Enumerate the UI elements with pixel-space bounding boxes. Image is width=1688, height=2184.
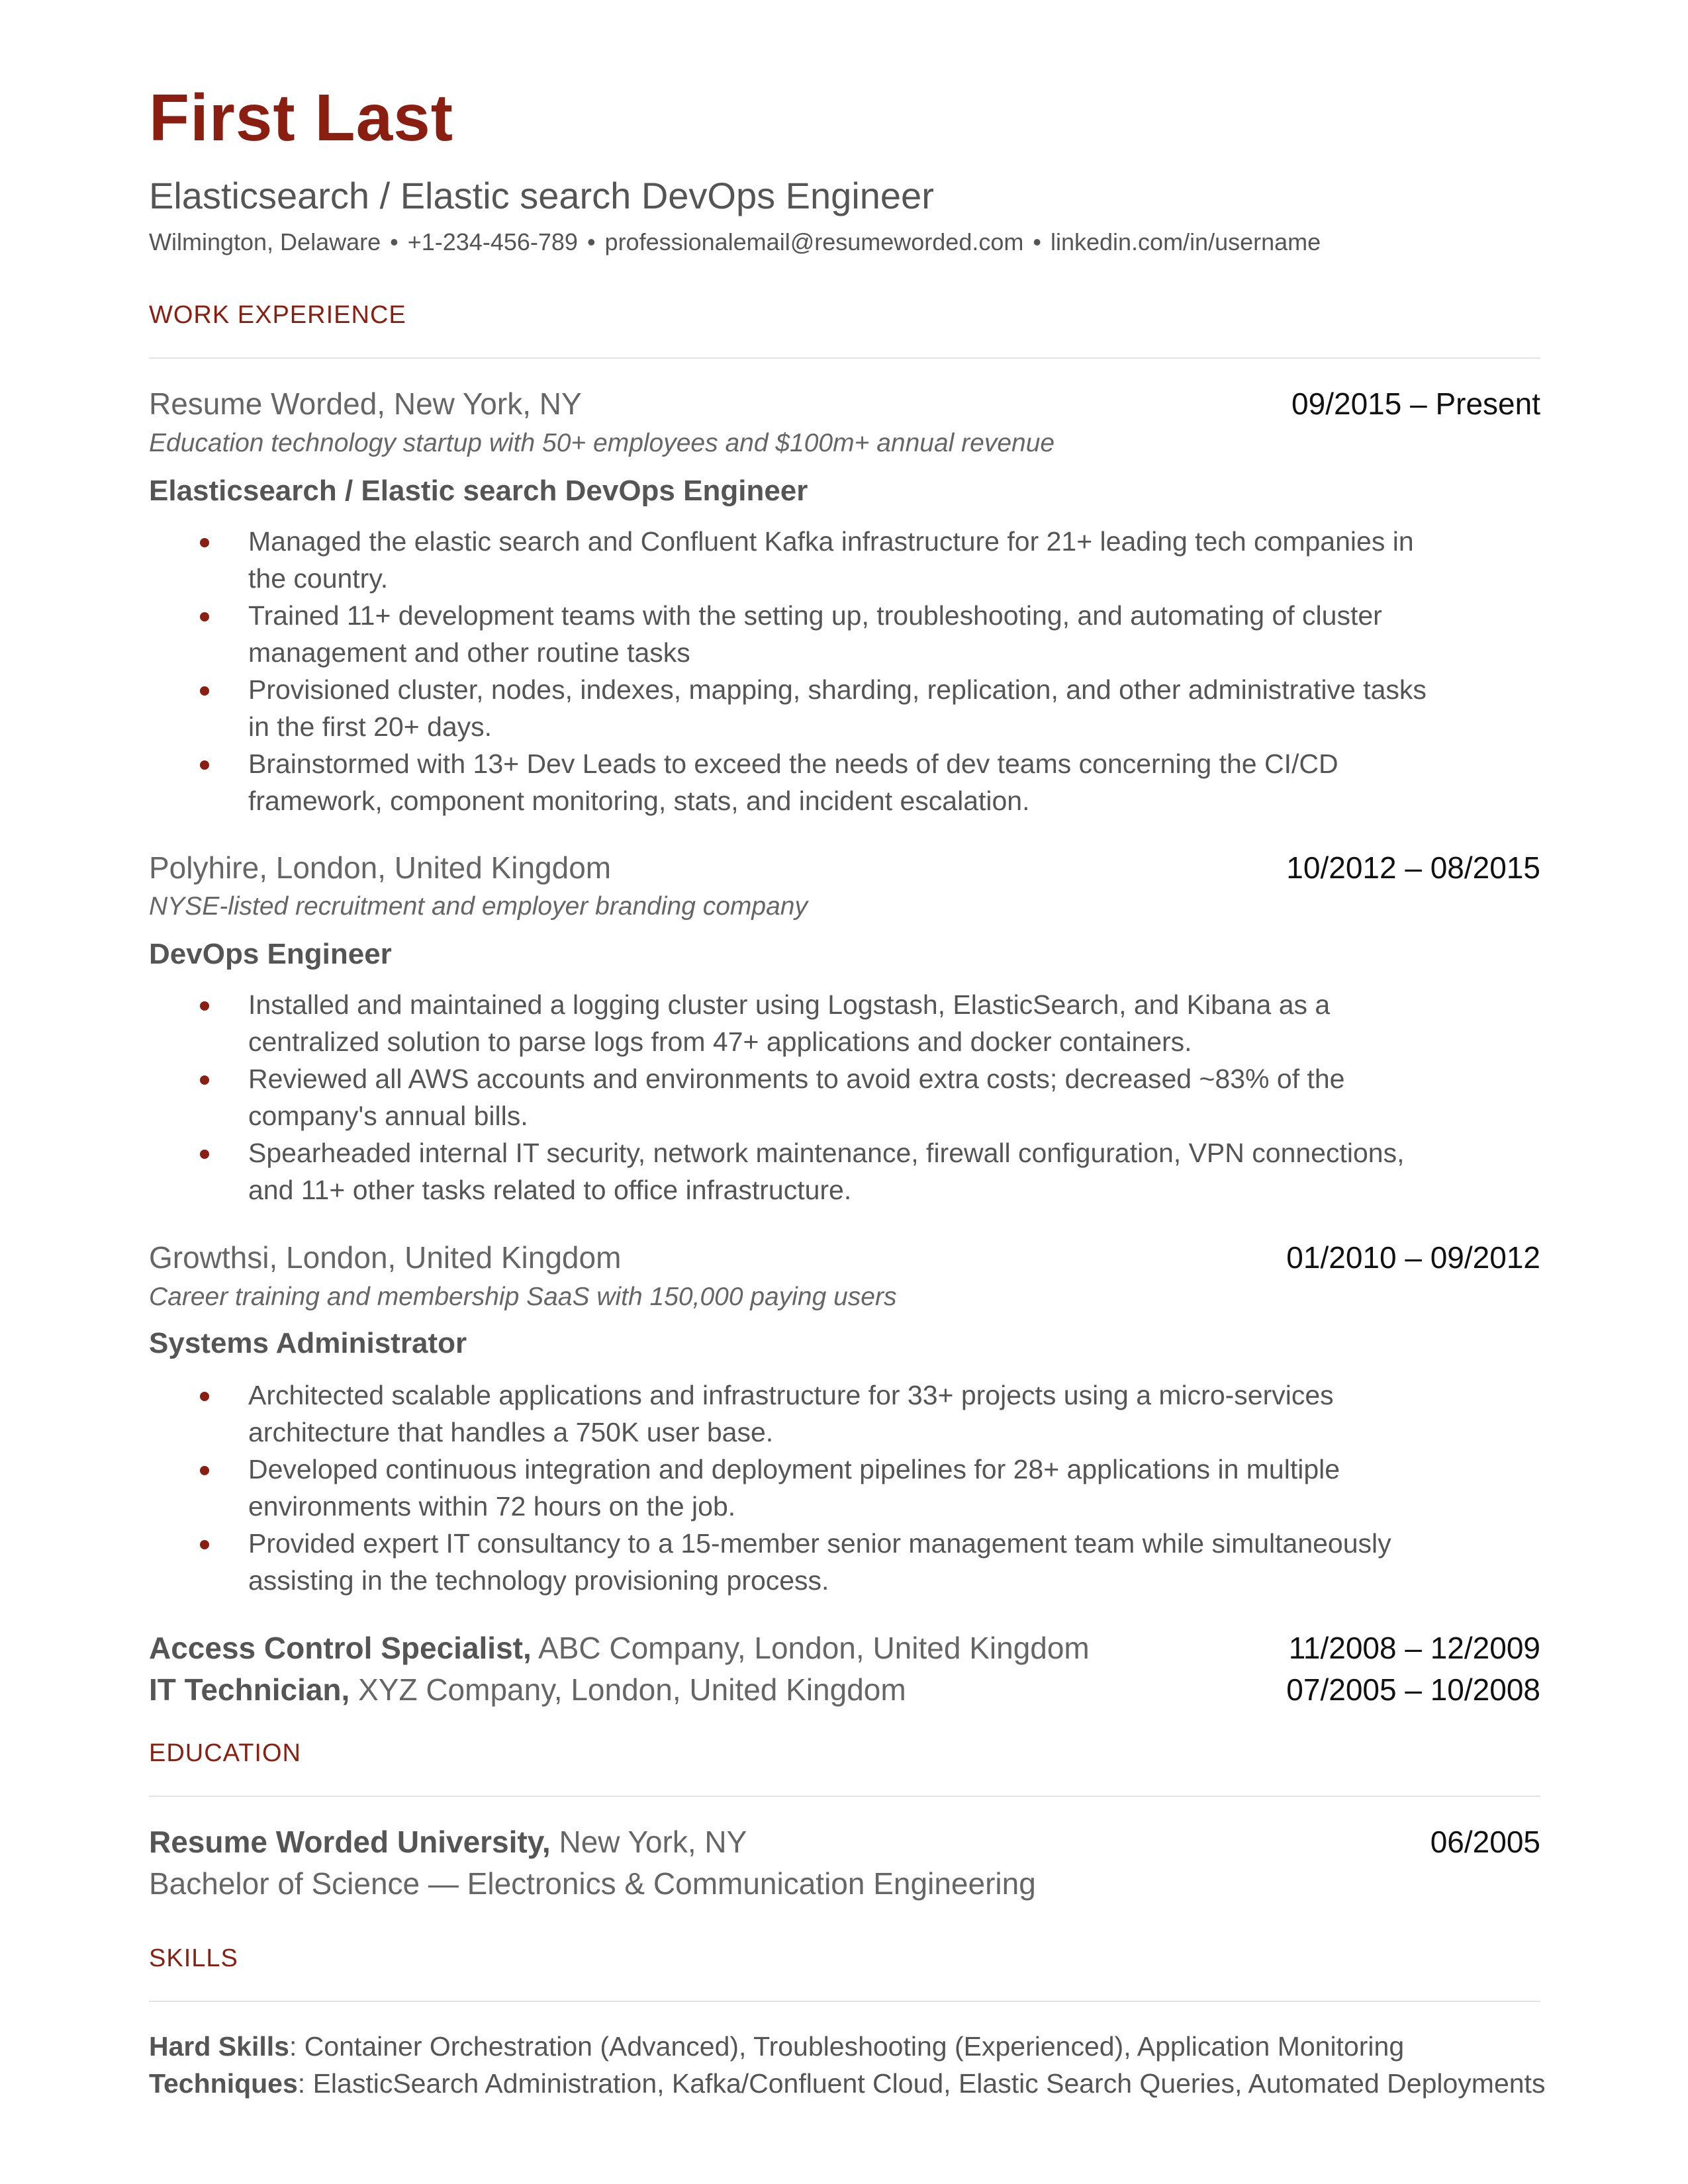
section-title-work: WORK EXPERIENCE bbox=[149, 301, 406, 329]
list-item: Brainstormed with 13+ Dev Leads to exceed the needs of dev teams concerning the CI/CD framework, component monitoring, stats, and incident escalation. bbox=[149, 745, 1540, 819]
list-item: Managed the elastic search and Confluent Kafka infrastructure for 21+ leading tech companies in the country. bbox=[149, 523, 1540, 597]
list-item: Developed continuous integration and deployment pipelines for 28+ applications in multiple environments within 72 hours on the job. bbox=[149, 1451, 1540, 1525]
job-company: Growthsi, London, United Kingdom bbox=[149, 1240, 622, 1275]
contact-email[interactable]: professionalemail@resumeworded.com bbox=[604, 228, 1024, 255]
job-header bbox=[149, 1242, 1540, 1282]
job-bullets bbox=[149, 1377, 1540, 1599]
job-description: Education technology startup with 50+ employees and $100m+ annual revenue bbox=[149, 429, 1055, 457]
earlier-role-dates: 11/2008 – 12/2009 bbox=[1288, 1631, 1540, 1665]
list-item: Spearheaded internal IT security, network maintenance, firewall configuration, VPN connections, and 11+ other tasks related to office infrastructure. bbox=[149, 1134, 1540, 1208]
education-degree: Bachelor of Science — Electronics & Communication Engineering bbox=[149, 1866, 1036, 1901]
contact-phone[interactable]: +1-234-456-789 bbox=[407, 228, 578, 255]
list-item: Architected scalable applications and infrastructure for 33+ projects using a micro-services architecture that handles a 750K user base. bbox=[149, 1377, 1540, 1451]
skills-label: Techniques bbox=[149, 2068, 298, 2099]
candidate-name: First Last bbox=[149, 81, 454, 155]
skills-value: : Container Orchestration (Advanced), Troubleshooting (Experienced), Application Monitoring bbox=[289, 2031, 1405, 2062]
job-bullets bbox=[149, 986, 1540, 1208]
education-school: Resume Worded University, bbox=[149, 1825, 551, 1859]
job-header bbox=[149, 388, 1540, 428]
job-dates: 09/2015 – Present bbox=[1291, 387, 1540, 421]
job-description: Career training and membership SaaS with 150,000 paying users bbox=[149, 1283, 897, 1311]
contact-separator: • bbox=[390, 228, 399, 255]
skills-label: Hard Skills bbox=[149, 2031, 289, 2062]
job-company: Resume Worded, New York, NY bbox=[149, 387, 582, 421]
candidate-title: Elasticsearch / Elastic search DevOps Engineer bbox=[149, 175, 934, 216]
job-role: Elasticsearch / Elastic search DevOps Engineer bbox=[149, 475, 808, 507]
bullet-icon bbox=[200, 1392, 209, 1401]
skills-hard bbox=[149, 2033, 1404, 2060]
bullet-icon bbox=[200, 1540, 209, 1549]
earlier-role-title: Access Control Specialist, bbox=[149, 1631, 532, 1665]
contact-line bbox=[149, 230, 1321, 254]
list-item: Reviewed all AWS accounts and environments to avoid extra costs; decreased ~83% of the company's annual bills. bbox=[149, 1060, 1540, 1134]
job-role: Systems Administrator bbox=[149, 1327, 467, 1359]
section-divider bbox=[149, 357, 1540, 359]
contact-linkedin[interactable]: linkedin.com/in/username bbox=[1050, 228, 1321, 255]
education-location: New York, NY bbox=[559, 1825, 747, 1859]
list-item: Installed and maintained a logging cluster using Logstash, ElasticSearch, and Kibana as a centralized solution to parse logs from 47+ applications and docker containers. bbox=[149, 986, 1540, 1060]
list-item: Trained 11+ development teams with the setting up, troubleshooting, and automating of cluster management and other routine tasks bbox=[149, 597, 1540, 671]
earlier-role-company: ABC Company, London, United Kingdom bbox=[538, 1631, 1090, 1665]
earlier-role-title: IT Technician, bbox=[149, 1672, 350, 1707]
section-title-skills: SKILLS bbox=[149, 1944, 238, 1972]
section-title-education: EDUCATION bbox=[149, 1739, 301, 1767]
bullet-icon bbox=[200, 612, 209, 621]
list-item: Provided expert IT consultancy to a 15-member senior management team while simultaneously assisting in the technology provisioning process. bbox=[149, 1525, 1540, 1599]
job-dates: 10/2012 – 08/2015 bbox=[1286, 850, 1540, 885]
job-company: Polyhire, London, United Kingdom bbox=[149, 850, 612, 885]
skills-value: : ElasticSearch Administration, Kafka/Confluent Cloud, Elastic Search Queries, Automated Deployments bbox=[297, 2068, 1546, 2099]
bullet-icon bbox=[200, 760, 209, 770]
bullet-icon bbox=[200, 1466, 209, 1475]
bullet-icon bbox=[200, 538, 209, 547]
bullet-icon bbox=[200, 686, 209, 696]
education-header bbox=[149, 1827, 1540, 1866]
job-header bbox=[149, 852, 1540, 892]
section-divider bbox=[149, 1796, 1540, 1797]
earlier-role bbox=[149, 1633, 1540, 1672]
job-role: DevOps Engineer bbox=[149, 938, 392, 970]
bullet-icon bbox=[200, 1001, 209, 1011]
contact-separator: • bbox=[1033, 228, 1041, 255]
job-description: NYSE-listed recruitment and employer branding company bbox=[149, 892, 808, 921]
list-item: Provisioned cluster, nodes, indexes, mapping, sharding, replication, and other administrative tasks in the first 20+ days. bbox=[149, 671, 1540, 745]
earlier-role-dates: 07/2005 – 10/2008 bbox=[1286, 1672, 1540, 1707]
bullet-icon bbox=[200, 1150, 209, 1159]
contact-separator: • bbox=[586, 228, 596, 255]
contact-location: Wilmington, Delaware bbox=[149, 228, 381, 255]
job-dates: 01/2010 – 09/2012 bbox=[1286, 1240, 1540, 1275]
job-bullets bbox=[149, 523, 1540, 819]
earlier-role-company: XYZ Company, London, United Kingdom bbox=[358, 1672, 906, 1707]
earlier-role bbox=[149, 1674, 1540, 1714]
bullet-icon bbox=[200, 1075, 209, 1085]
education-date: 06/2005 bbox=[1430, 1825, 1540, 1859]
section-divider bbox=[149, 2001, 1540, 2002]
skills-techniques bbox=[149, 2070, 1545, 2097]
